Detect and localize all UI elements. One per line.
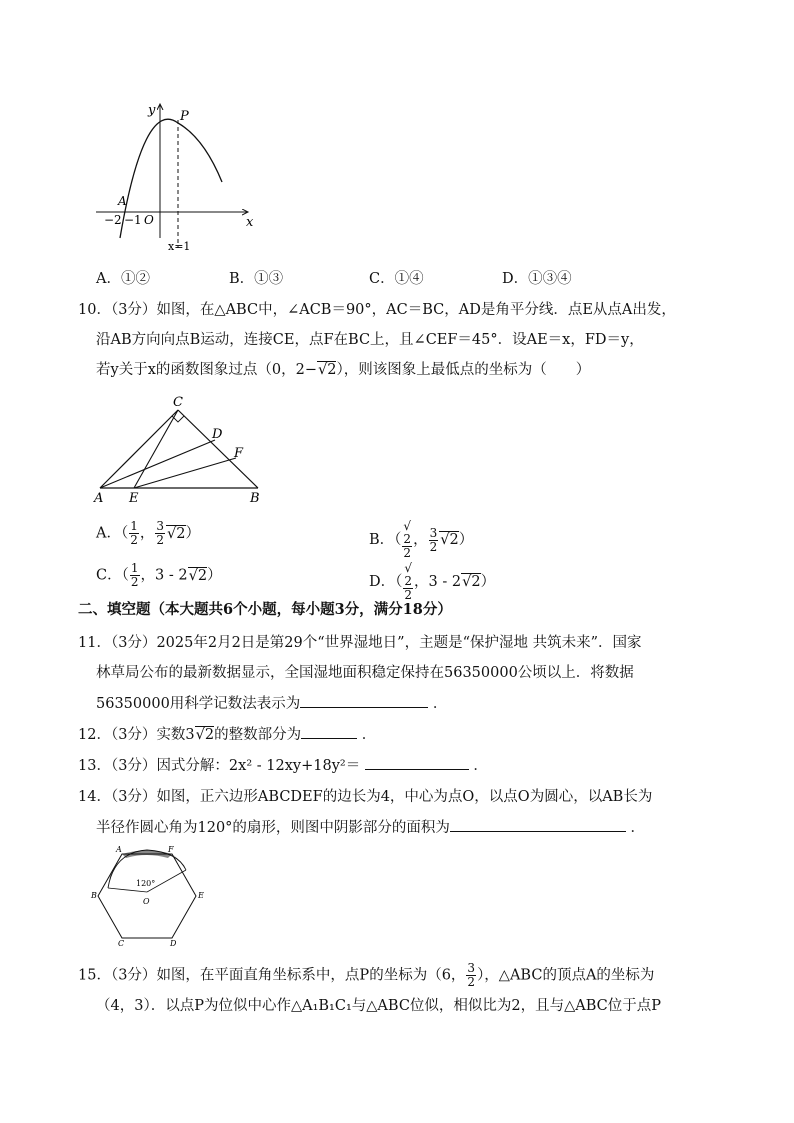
- vertex-a-label: A: [94, 491, 104, 504]
- q9-option-b: B．①③: [229, 271, 284, 287]
- neg1-label: −1: [124, 213, 142, 227]
- q10-line3: 若y关于x的函数图象过点（0，2−√2），则该图象上最低点的坐标为（ ）: [96, 362, 591, 378]
- q11-line2: 林草局公布的最新数据显示，全国湿地面积稳定保持在56350000公顷以上．将数据: [96, 665, 634, 681]
- vertex-c-label: C: [173, 395, 183, 410]
- center-o-label: O: [143, 897, 150, 906]
- point-f-label: F: [234, 446, 244, 461]
- q10-line2: 沿AB方向向点B运动，连接CE，点F在BC上，且∠CEF＝45°．设AE＝x，FD＝y，: [96, 332, 644, 348]
- vertex-b-label: B: [250, 491, 260, 504]
- q13-answer-blank[interactable]: [365, 769, 469, 770]
- q9-parabola-figure: [94, 98, 264, 258]
- angle-label: 120°: [136, 879, 156, 888]
- point-a-label: A: [118, 194, 127, 208]
- q14-answer-blank[interactable]: [450, 831, 626, 832]
- vertex-f-label: F: [168, 845, 174, 854]
- q10-number: 10．: [78, 302, 111, 318]
- q12-line: 12．（3分）实数3√2的整数部分为 ．: [78, 727, 377, 743]
- q11-line1: 11．（3分）2025年2月2日是第29个“世界湿地日”，主题是“保护湿地 共筑未来”．国家: [78, 635, 642, 651]
- vertex-d-label: D: [170, 939, 177, 946]
- point-e-label: E: [129, 491, 139, 504]
- x-axis-label: x: [246, 215, 254, 230]
- symmetry-axis-label: x=1: [168, 240, 191, 253]
- q14-line2: 半径作圆心角为120°的扇形，则图中阴影部分的面积为 ．: [96, 820, 646, 836]
- q15-line1: 15．（3分）如图，在平面直角坐标系中，点P的坐标为（6， $\frac{3}{2}$ ），△ABC的顶点A的坐标为: [78, 961, 655, 989]
- q10-option-d: D．（ √ 2 2 ，3 - 2√2）: [369, 561, 496, 602]
- q10-option-a: A．（ $\frac{1}{2}$ ， $\frac{3}{2}$ √2）: [96, 519, 200, 547]
- vertex-e-label: E: [198, 891, 204, 900]
- vertex-p-label: P: [180, 109, 189, 124]
- q11-line3: 56350000用科学记数法表示为 ．: [96, 696, 448, 712]
- y-axis-label: y: [148, 103, 156, 118]
- q14-line1: 14．（3分）如图，正六边形ABCDEF的边长为4，中心为点O，以点O为圆心，以AB长为: [78, 789, 653, 805]
- vertex-c-label: C: [118, 939, 125, 946]
- q9-option-c: C．①④: [369, 271, 424, 287]
- q13-line: 13．（3分）因式分解：2x² - 12xy+18y²＝ ．: [78, 758, 488, 774]
- q10-option-b: B．（ √ 2 2 ， $\frac{3}{2}$ √2）: [369, 519, 474, 560]
- q10-option-c: C．（ $\frac{1}{2}$ ，3 - 2√2）: [96, 561, 222, 589]
- vertex-b-label: B: [91, 891, 97, 900]
- q9-option-a: A．①②: [96, 271, 150, 287]
- q9-option-d: D．①③④: [502, 271, 572, 287]
- section-2-heading: 二、填空题（本大题共6个小题，每小题3分，满分18分）: [78, 601, 452, 618]
- q10-triangle-figure: [90, 392, 270, 504]
- origin-label: O: [144, 213, 154, 227]
- q10-line1: 10．（3分）如图，在△ABC中，∠ACB＝90°，AC＝BC，AD是角平分线．点E从点A出发，: [78, 302, 676, 318]
- point-d-label: D: [212, 427, 223, 442]
- neg2-label: −2: [104, 213, 122, 227]
- q12-answer-blank[interactable]: [301, 738, 357, 739]
- vertex-a-label: A: [116, 845, 122, 854]
- q14-hexagon-figure: [90, 842, 208, 946]
- q11-answer-blank[interactable]: [300, 707, 428, 708]
- q15-line2: （4，3）．以点P为位似中心作△A₁B₁C₁与△ABC位似，相似比为2，且与△ABC位于点P: [96, 998, 662, 1014]
